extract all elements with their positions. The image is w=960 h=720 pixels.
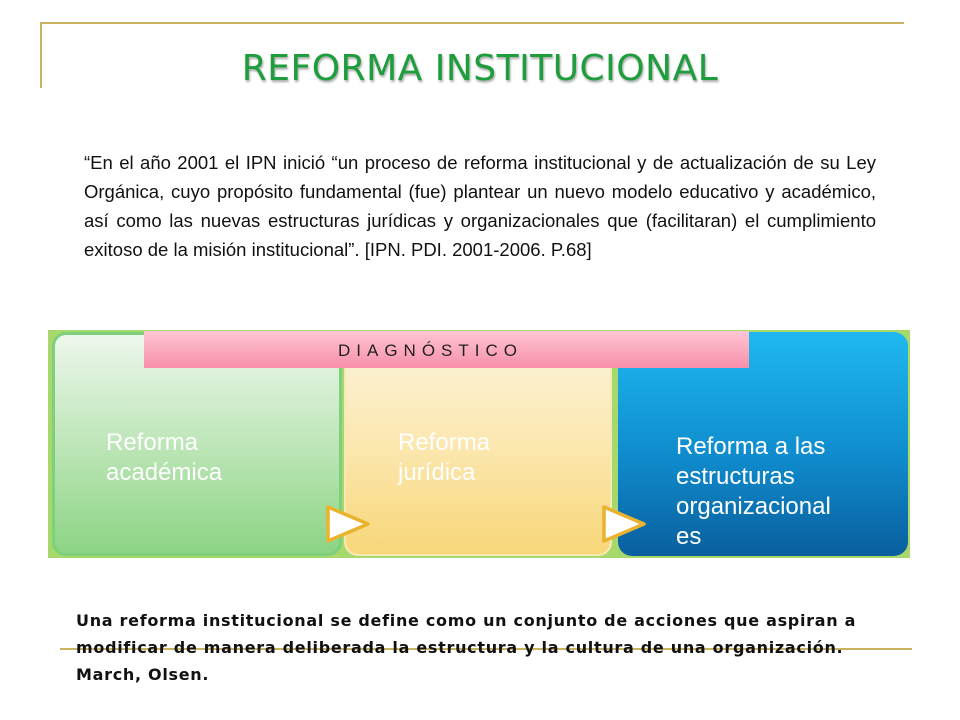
definition-line: Una reforma institucional se define como un conjunto de acciones que aspiran a (76, 611, 857, 630)
card-label-line: estructuras (676, 463, 795, 490)
card-label-line: Reforma (106, 429, 199, 456)
quote-paragraph: “En el año 2001 el IPN inició “un proceso de reforma institucional y de actualización de su Ley Orgánica, cuyo propósito fundamental (fue) plantear un nuevo modelo educativo y académico, así como las nuevas estructuras jurídicas y organizacionales que (facilitaran) el cumplimiento exitoso de la misión institucional”. [IPN. PDI. 2001-2006. P.68] (84, 152, 876, 260)
definition-paragraph (76, 607, 876, 688)
frame-top-line (40, 22, 904, 24)
definition-line: modificar de manera deliberada la estructura y la cultura de una organización. (76, 638, 844, 657)
definition-citation: March, Olsen. (76, 665, 210, 684)
slide-title: REFORMA INSTITUCIONAL (241, 48, 719, 89)
card-label-line: Reforma a las (676, 433, 826, 460)
arrow-right-icon (600, 504, 650, 544)
card-label-estructuras (676, 432, 906, 552)
card-label-line: jurídica (398, 459, 476, 486)
diagnostico-banner-label: DIAGNÓSTICO (338, 341, 524, 360)
card-label-line: Reforma (398, 429, 491, 456)
card-label-line: es (676, 523, 702, 550)
card-label-line: académica (106, 459, 223, 486)
card-label-juridica (398, 428, 588, 488)
card-label-line: organizacional (676, 493, 831, 520)
arrow-right-icon (324, 504, 374, 544)
card-label-academica (106, 428, 306, 488)
